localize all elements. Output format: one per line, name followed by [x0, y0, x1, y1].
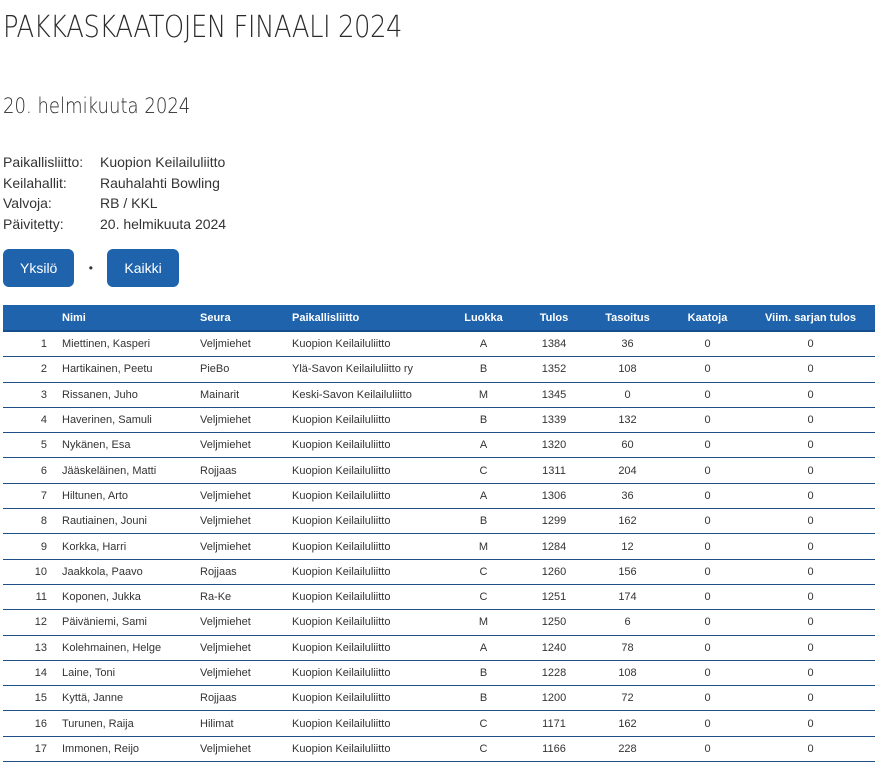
- club-cell: Veljmiehet: [200, 736, 292, 761]
- strikes-cell: 0: [669, 331, 746, 357]
- name-cell: Jaakkola, Paavo: [62, 559, 200, 584]
- class-cell: B: [445, 357, 522, 382]
- last-series-cell: 0: [746, 382, 875, 407]
- strikes-cell: 0: [669, 686, 746, 711]
- class-cell: C: [445, 458, 522, 483]
- handicap-cell: 0: [586, 382, 669, 407]
- club-cell: Rojjaas: [200, 458, 292, 483]
- class-cell: A: [445, 635, 522, 660]
- name-cell: Kolehmainen, Helge: [62, 635, 200, 660]
- column-header-strikes[interactable]: Kaatoja: [669, 305, 746, 331]
- handicap-cell: 162: [586, 711, 669, 736]
- rank-cell: 7: [3, 483, 62, 508]
- rank-cell: 10: [3, 559, 62, 584]
- results-table: [3, 305, 875, 762]
- name-cell: Haverinen, Samuli: [62, 407, 200, 432]
- last-series-cell: 0: [746, 635, 875, 660]
- association-cell: Kuopion Keilailuliitto: [292, 534, 445, 559]
- class-cell: B: [445, 407, 522, 432]
- info-row-supervisor: [3, 193, 226, 214]
- table-row: [3, 711, 875, 736]
- rank-cell: 4: [3, 407, 62, 432]
- name-cell: Hartikainen, Peetu: [62, 357, 200, 382]
- association-cell: Kuopion Keilailuliitto: [292, 711, 445, 736]
- handicap-cell: 6: [586, 610, 669, 635]
- last-series-cell: 0: [746, 483, 875, 508]
- strikes-cell: 0: [669, 509, 746, 534]
- strikes-cell: 0: [669, 559, 746, 584]
- rank-cell: 8: [3, 509, 62, 534]
- strikes-cell: 0: [669, 610, 746, 635]
- club-cell: Veljmiehet: [200, 509, 292, 534]
- club-cell: Veljmiehet: [200, 610, 292, 635]
- last-series-cell: 0: [746, 509, 875, 534]
- club-cell: Rojjaas: [200, 686, 292, 711]
- association-cell: Kuopion Keilailuliitto: [292, 635, 445, 660]
- handicap-cell: 36: [586, 331, 669, 357]
- class-cell: A: [445, 483, 522, 508]
- table-header-row: [3, 305, 875, 331]
- association-cell: Kuopion Keilailuliitto: [292, 433, 445, 458]
- table-row: [3, 660, 875, 685]
- name-cell: Päiväniemi, Sami: [62, 610, 200, 635]
- rank-cell: 17: [3, 736, 62, 761]
- last-series-cell: 0: [746, 534, 875, 559]
- name-cell: Rautiainen, Jouni: [62, 509, 200, 534]
- last-series-cell: 0: [746, 736, 875, 761]
- name-cell: Rissanen, Juho: [62, 382, 200, 407]
- score-cell: 1200: [522, 686, 586, 711]
- class-cell: M: [445, 534, 522, 559]
- score-cell: 1384: [522, 331, 586, 357]
- info-value: Kuopion Keilailuliitto: [100, 154, 226, 170]
- club-cell: Ra-Ke: [200, 584, 292, 609]
- association-cell: Kuopion Keilailuliitto: [292, 509, 445, 534]
- rank-cell: 11: [3, 584, 62, 609]
- handicap-cell: 174: [586, 584, 669, 609]
- score-cell: 1284: [522, 534, 586, 559]
- class-cell: M: [445, 382, 522, 407]
- results-body: [3, 331, 875, 762]
- score-cell: 1251: [522, 584, 586, 609]
- handicap-cell: 78: [586, 635, 669, 660]
- table-row: [3, 584, 875, 609]
- strikes-cell: 0: [669, 635, 746, 660]
- name-cell: Immonen, Reijo: [62, 736, 200, 761]
- handicap-cell: 204: [586, 458, 669, 483]
- club-cell: Veljmiehet: [200, 483, 292, 508]
- last-series-cell: 0: [746, 711, 875, 736]
- score-cell: 1306: [522, 483, 586, 508]
- score-cell: 1345: [522, 382, 586, 407]
- name-cell: Kyttä, Janne: [62, 686, 200, 711]
- separator-dot: •: [88, 261, 93, 275]
- info-label: Paikallisliitto:: [3, 154, 84, 170]
- rank-cell: 16: [3, 711, 62, 736]
- name-cell: Miettinen, Kasperi: [62, 331, 200, 357]
- class-cell: C: [445, 584, 522, 609]
- info-row-updated: [3, 214, 226, 235]
- class-cell: B: [445, 509, 522, 534]
- score-cell: 1240: [522, 635, 586, 660]
- table-row: [3, 559, 875, 584]
- column-header-club[interactable]: Seura: [200, 305, 292, 331]
- rank-cell: 14: [3, 660, 62, 685]
- last-series-cell: 0: [746, 357, 875, 382]
- score-cell: 1171: [522, 711, 586, 736]
- column-header-rank[interactable]: [3, 305, 62, 331]
- association-cell: Kuopion Keilailuliitto: [292, 483, 445, 508]
- column-header-handicap[interactable]: Tasoitus: [586, 305, 669, 331]
- class-cell: C: [445, 711, 522, 736]
- class-cell: B: [445, 686, 522, 711]
- all-button[interactable]: Kaikki: [107, 249, 178, 287]
- handicap-cell: 108: [586, 660, 669, 685]
- last-series-cell: 0: [746, 559, 875, 584]
- strikes-cell: 0: [669, 483, 746, 508]
- table-row: [3, 331, 875, 357]
- table-row: [3, 534, 875, 559]
- table-row: [3, 483, 875, 508]
- rank-cell: 2: [3, 357, 62, 382]
- association-cell: Ylä-Savon Keilailuliitto ry: [292, 357, 445, 382]
- association-cell: Kuopion Keilailuliitto: [292, 458, 445, 483]
- last-series-cell: 0: [746, 407, 875, 432]
- handicap-cell: 132: [586, 407, 669, 432]
- club-cell: Mainarit: [200, 382, 292, 407]
- info-row-alleys: [3, 173, 226, 194]
- score-cell: 1228: [522, 660, 586, 685]
- association-cell: Kuopion Keilailuliitto: [292, 736, 445, 761]
- column-header-association[interactable]: Paikallisliitto: [292, 305, 445, 331]
- name-cell: Nykänen, Esa: [62, 433, 200, 458]
- club-cell: Rojjaas: [200, 559, 292, 584]
- last-series-cell: 0: [746, 458, 875, 483]
- rank-cell: 15: [3, 686, 62, 711]
- page-title: PAKKASKAATOJEN FINAALI 2024: [3, 10, 402, 45]
- strikes-cell: 0: [669, 736, 746, 761]
- table-row: [3, 458, 875, 483]
- association-cell: Kuopion Keilailuliitto: [292, 407, 445, 432]
- event-info: [3, 152, 226, 235]
- handicap-cell: 12: [586, 534, 669, 559]
- last-series-cell: 0: [746, 433, 875, 458]
- rank-cell: 1: [3, 331, 62, 357]
- association-cell: Kuopion Keilailuliitto: [292, 331, 445, 357]
- column-header-name[interactable]: Nimi: [62, 305, 200, 331]
- handicap-cell: 228: [586, 736, 669, 761]
- strikes-cell: 0: [669, 660, 746, 685]
- strikes-cell: 0: [669, 534, 746, 559]
- association-cell: Kuopion Keilailuliitto: [292, 610, 445, 635]
- rank-cell: 3: [3, 382, 62, 407]
- table-row: [3, 635, 875, 660]
- club-cell: Veljmiehet: [200, 534, 292, 559]
- info-row-association: [3, 152, 226, 173]
- score-cell: 1299: [522, 509, 586, 534]
- name-cell: Laine, Toni: [62, 660, 200, 685]
- table-row: [3, 382, 875, 407]
- association-cell: Kuopion Keilailuliitto: [292, 660, 445, 685]
- table-row: [3, 357, 875, 382]
- class-cell: B: [445, 660, 522, 685]
- last-series-cell: 0: [746, 660, 875, 685]
- score-cell: 1260: [522, 559, 586, 584]
- club-cell: Hilimat: [200, 711, 292, 736]
- association-cell: Kuopion Keilailuliitto: [292, 559, 445, 584]
- table-row: [3, 610, 875, 635]
- class-cell: M: [445, 610, 522, 635]
- score-cell: 1320: [522, 433, 586, 458]
- class-cell: C: [445, 559, 522, 584]
- class-cell: C: [445, 736, 522, 761]
- rank-cell: 12: [3, 610, 62, 635]
- class-cell: A: [445, 331, 522, 357]
- table-row: [3, 736, 875, 761]
- score-cell: 1166: [522, 736, 586, 761]
- rank-cell: 13: [3, 635, 62, 660]
- handicap-cell: 162: [586, 509, 669, 534]
- column-header-last-series[interactable]: Viim. sarjan tulos: [746, 305, 875, 331]
- club-cell: Veljmiehet: [200, 660, 292, 685]
- score-cell: 1339: [522, 407, 586, 432]
- strikes-cell: 0: [669, 382, 746, 407]
- club-cell: Veljmiehet: [200, 635, 292, 660]
- association-cell: Kuopion Keilailuliitto: [292, 584, 445, 609]
- name-cell: Koponen, Jukka: [62, 584, 200, 609]
- strikes-cell: 0: [669, 357, 746, 382]
- score-cell: 1250: [522, 610, 586, 635]
- handicap-cell: 36: [586, 483, 669, 508]
- club-cell: Veljmiehet: [200, 331, 292, 357]
- strikes-cell: 0: [669, 407, 746, 432]
- view-switcher: [3, 249, 179, 287]
- strikes-cell: 0: [669, 433, 746, 458]
- last-series-cell: 0: [746, 584, 875, 609]
- info-value: RB / KKL: [100, 195, 158, 212]
- rank-cell: 6: [3, 458, 62, 483]
- last-series-cell: 0: [746, 686, 875, 711]
- score-cell: 1352: [522, 357, 586, 382]
- column-header-class[interactable]: Luokka: [445, 305, 522, 331]
- rank-cell: 9: [3, 534, 62, 559]
- info-label: Päivitetty:: [3, 216, 64, 233]
- name-cell: Jääskeläinen, Matti: [62, 458, 200, 483]
- info-label: Valvoja:: [3, 195, 52, 212]
- individual-button[interactable]: Yksilö: [3, 249, 74, 287]
- table-row: [3, 407, 875, 432]
- club-cell: PieBo: [200, 357, 292, 382]
- table-row: [3, 433, 875, 458]
- association-cell: Kuopion Keilailuliitto: [292, 686, 445, 711]
- association-cell: Keski-Savon Keilailuliitto: [292, 382, 445, 407]
- club-cell: Veljmiehet: [200, 407, 292, 432]
- table-row: [3, 686, 875, 711]
- handicap-cell: 108: [586, 357, 669, 382]
- strikes-cell: 0: [669, 458, 746, 483]
- handicap-cell: 72: [586, 686, 669, 711]
- handicap-cell: 60: [586, 433, 669, 458]
- column-header-score[interactable]: Tulos: [522, 305, 586, 331]
- club-cell: Veljmiehet: [200, 433, 292, 458]
- class-cell: A: [445, 433, 522, 458]
- last-series-cell: 0: [746, 331, 875, 357]
- handicap-cell: 156: [586, 559, 669, 584]
- rank-cell: 5: [3, 433, 62, 458]
- name-cell: Korkka, Harri: [62, 534, 200, 559]
- table-row: [3, 509, 875, 534]
- name-cell: Turunen, Raija: [62, 711, 200, 736]
- info-value: 20. helmikuuta 2024: [100, 216, 227, 233]
- strikes-cell: 0: [669, 711, 746, 736]
- name-cell: Hiltunen, Arto: [62, 483, 200, 508]
- info-label: Keilahallit:: [3, 174, 67, 191]
- last-series-cell: 0: [746, 610, 875, 635]
- event-date: 20. helmikuuta 2024: [3, 94, 191, 118]
- strikes-cell: 0: [669, 584, 746, 609]
- info-value: Rauhalahti Bowling: [100, 174, 220, 191]
- score-cell: 1311: [522, 458, 586, 483]
